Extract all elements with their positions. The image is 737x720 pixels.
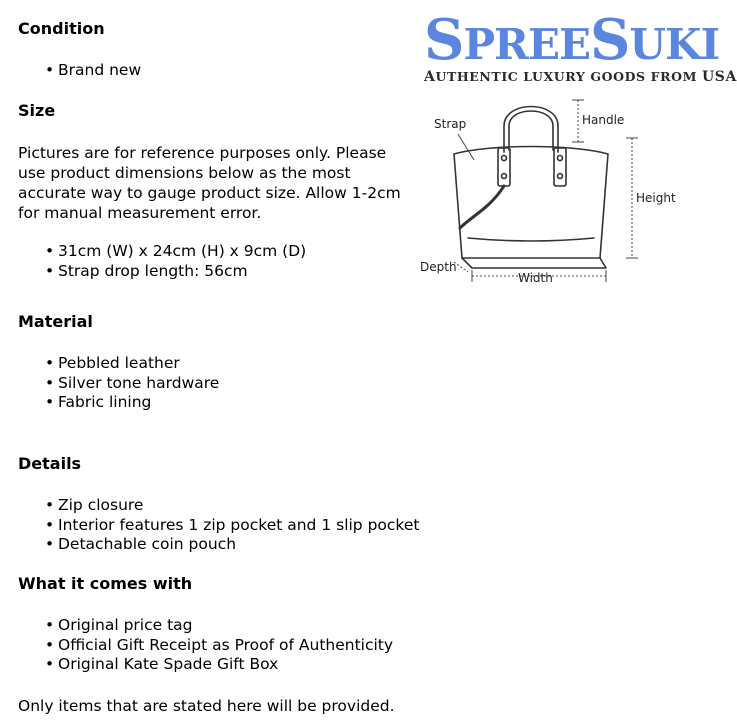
brand-tagline: AUTHENTIC LUXURY GOODS FROM USA	[424, 69, 737, 85]
spreesuki-logo	[424, 7, 737, 85]
list-item: • Pebbled leather	[44, 354, 219, 374]
dimension-markers	[454, 100, 638, 282]
list-item: • Brand new	[44, 61, 141, 81]
list-item: • Silver tone hardware	[44, 374, 219, 394]
condition-list	[44, 61, 141, 81]
height-label: Height	[636, 191, 676, 205]
details-heading: Details	[18, 454, 82, 473]
material-heading: Material	[18, 312, 93, 331]
size-list	[44, 242, 306, 281]
depth-label: Depth	[420, 260, 457, 274]
size-heading: Size	[18, 101, 56, 120]
handbag-illustration	[454, 107, 608, 269]
comes-with-heading: What it comes with	[18, 574, 193, 593]
footer-note: Only items that are stated here will be provided.	[18, 697, 395, 715]
bag-dimension-diagram	[410, 90, 710, 290]
list-item: • Interior features 1 zip pocket and 1 slip pocket	[44, 516, 419, 536]
list-item: • Fabric lining	[44, 393, 219, 413]
list-item: • Strap drop length: 56cm	[44, 262, 306, 282]
strap-label: Strap	[434, 117, 467, 131]
material-list	[44, 354, 219, 413]
handle-label: Handle	[582, 113, 625, 127]
comes-with-list	[44, 616, 393, 675]
list-item: • Original price tag	[44, 616, 393, 636]
list-item: • Zip closure	[44, 496, 419, 516]
size-note: Pictures are for reference purposes only. Please use product dimensions below as the most accurate way to gauge product size. Allow 1-2cm for manual measurement error.	[18, 144, 401, 222]
list-item: • Detachable coin pouch	[44, 535, 419, 555]
list-item: • Original Kate Spade Gift Box	[44, 655, 393, 675]
list-item: • Official Gift Receipt as Proof of Authenticity	[44, 636, 393, 656]
details-list	[44, 496, 419, 555]
condition-heading: Condition	[18, 19, 105, 38]
width-label: Width	[518, 271, 553, 285]
list-item: • 31cm (W) x 24cm (H) x 9cm (D)	[44, 242, 306, 262]
brand-name: SPREESUKI	[424, 7, 720, 73]
